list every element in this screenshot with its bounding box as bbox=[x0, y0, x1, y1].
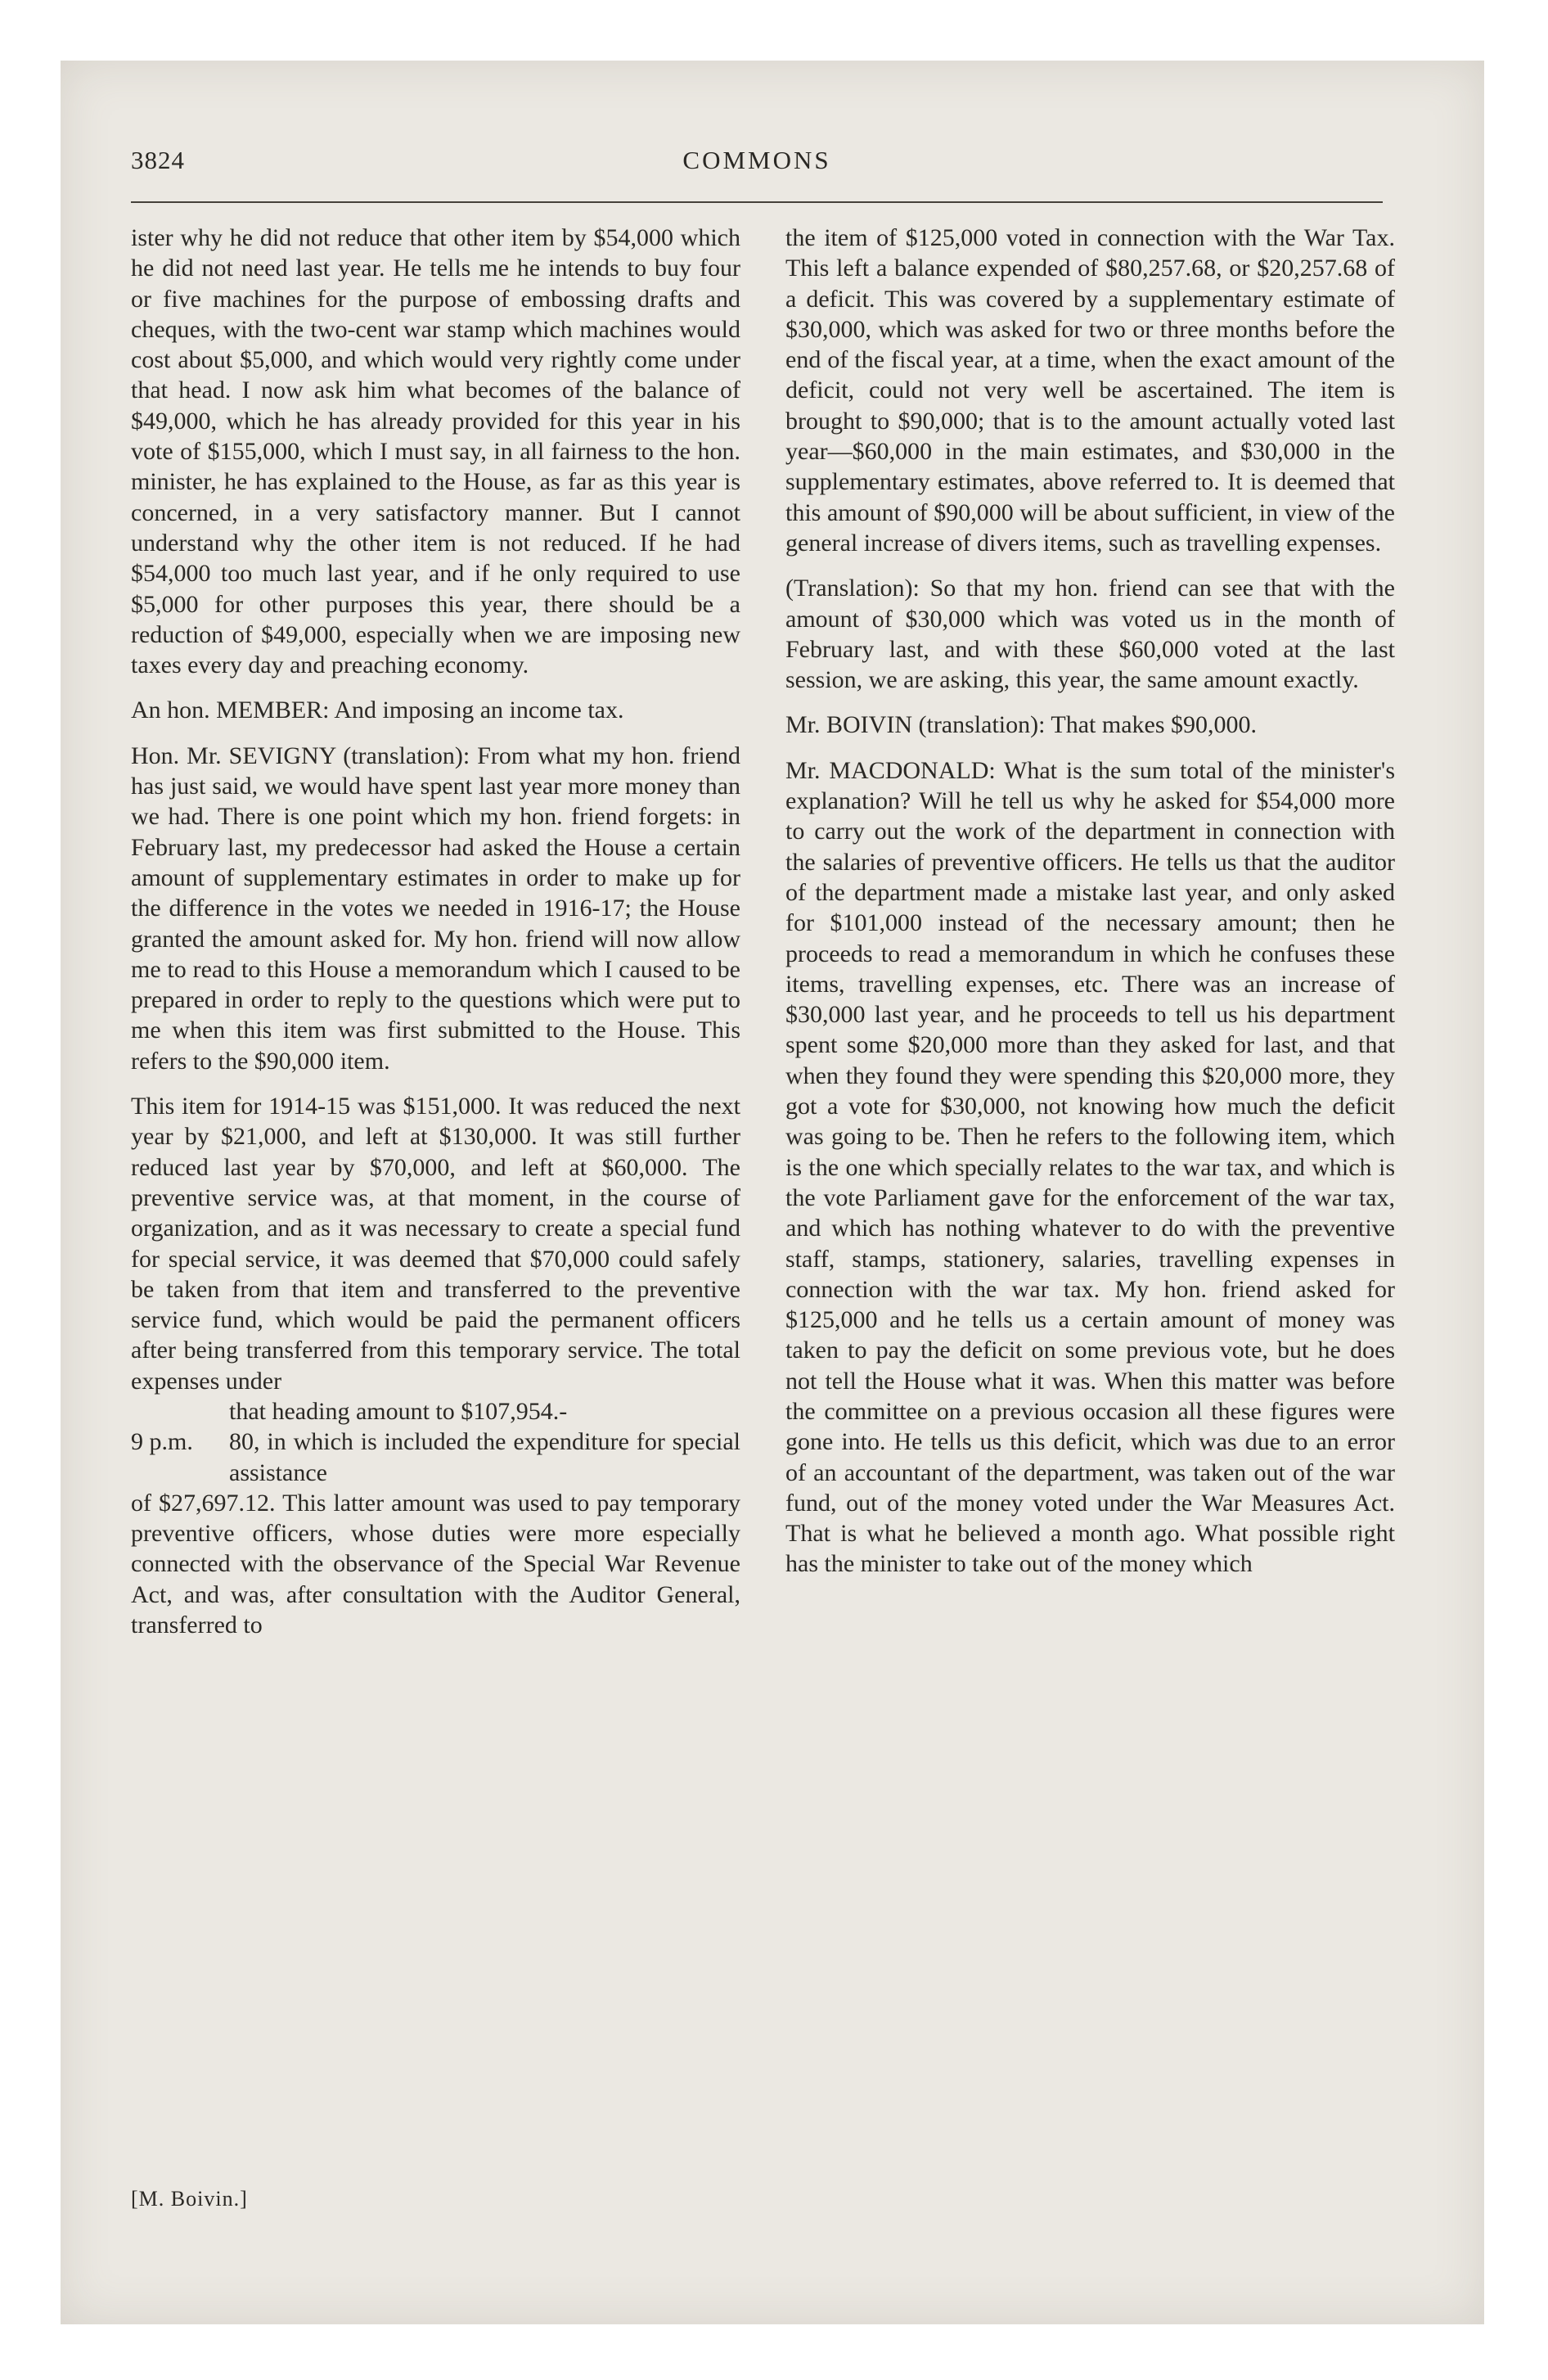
paragraph: An hon. MEMBER: And imposing an income tax. bbox=[131, 696, 624, 724]
paragraph: Mr. MACDONALD: What is the sum total of the minister's explanation? Will he tell us why he asked for $54,000 more to carry out the work of the department in connection with the salaries of preventive officers. He tells us that the auditor of the department made a mistake last year, and only asked for $101,000 instead of the necessary amount; then he proceeds to read a memorandum in which he confuses these items, travelling expenses, etc. There was an increase of $30,000 last year, and he proceeds to tell us his department spent some $20,000 more than they asked for last, and that when they found they were spending this $20,000 more, they got a vote for $30,000, not knowing how much the deficit was going to be. Then he refers to the following item, which is the one which specially relates to the war tax, and which is the vote Parliament gave for the enforcement of the war tax, and which has nothing whatever to do with the preventive staff, stamps, stationery, salaries, travelling expenses in connection with the war tax. My hon. friend asked for $125,000 and he tells us a certain amount of money was taken to pay the deficit on some previous vote, but he does not tell the House what it was. When this matter was before the committee on a previous occasion all these figures were gone into. He tells us this deficit, which was due to an error of an accountant of the department, was taken out of the war fund, out of the money voted under the War Measures Act. That is what he believed a month ago. What possible right has the minister to take out of the money which bbox=[785, 756, 1395, 1578]
paragraph: Hon. Mr. SEVIGNY (translation): From what my hon. friend has just said, we would have spent last year more money than we had. There is one point which my hon. friend forgets: in February last, my predecessor had asked the House a certain amount of supplementary estimates in order to make up for the difference in the votes we needed in 1916-17; the House granted the amount asked for. My hon. friend will now allow me to read to this House a memorandum which I caused to be prepared in order to reply to the questions which were put to me when this item was first submitted to the House. This refers to the $90,000 item. bbox=[131, 741, 740, 1075]
time-marker: 9 p.m. bbox=[131, 1428, 193, 1456]
paragraph-line: 80, in which is included the expenditure for special assistance bbox=[229, 1428, 740, 1486]
header-rule bbox=[131, 201, 1383, 203]
running-title: COMMONS bbox=[682, 146, 831, 174]
paragraph-line: that heading amount to $107,954.- bbox=[229, 1397, 568, 1425]
paragraph: Mr. BOIVIN (translation): That makes $90,000. bbox=[785, 711, 1258, 739]
paragraph: the item of $125,000 voted in connection with the War Tax. This left a balance expended of $80,257.68, or $20,257.68 of a deficit. This was covered by a supplementary estimate of $30,000, which was asked for two or three months before the end of the fiscal year, at a time, when the exact amount of the deficit, could not very well be ascertained. The item is brought to $90,000; that is to the amount actually voted last year—$60,000 in the main estimates, and $30,000 in the supplementary estimates, above referred to. It is deemed that this amount of $90,000 will be about sufficient, in view of the general increase of divers items, such as travelling expenses. bbox=[785, 224, 1395, 557]
left-column bbox=[131, 223, 740, 2170]
paragraph: of $27,697.12. This latter amount was used to pay temporary preventive officers, whose duties were more especially connected with the observance of the Special War Revenue Act, and was, after consultation with the Auditor General, transferred to bbox=[131, 1489, 740, 1639]
speaker-footer: [M. Boivin.] bbox=[131, 2187, 248, 2211]
right-column bbox=[785, 223, 1395, 2170]
page-header bbox=[131, 146, 1383, 182]
page-number: 3824 bbox=[131, 146, 185, 174]
time-marker-block bbox=[131, 1396, 740, 1427]
paragraph: This item for 1914-15 was $151,000. It was reduced the next year by $21,000, and left at $130,000. It was still further reduced last year by $70,000, and left at $60,000. The preventive service was, at that moment, in the course of organization, and as it was necessary to create a special fund for special service, it was deemed that $70,000 could safely be taken from that item and transferred to the preventive service fund, which would be paid the permanent officers after being transferred from this temporary service. The total expenses under bbox=[131, 1093, 740, 1395]
paragraph: (Translation): So that my hon. friend can see that with the amount of $30,000 which was voted us in the month of February last, and with these $60,000 voted at the last session, we are asking, this year, the same amount exactly. bbox=[785, 575, 1395, 694]
time-marker-block bbox=[131, 1427, 740, 1488]
paragraph: ister why he did not reduce that other item by $54,000 which he did not need last year. He tells me he intends to buy four or five machines for the purpose of embossing drafts and cheques, with the two-cent war stamp which machines would cost about $5,000, and which would very rightly come under that head. I now ask him what becomes of the balance of $49,000, which he has already provided for this year in his vote of $155,000, which I must say, in all fairness to the hon. minister, he has explained to the House, as far as this year is concerned, in a very satisfactory manner. But I cannot understand why the other item is not reduced. If he had $54,000 too much last year, and if he only required to use $5,000 for other purposes this year, there should be a reduction of $49,000, especially when we are imposing new taxes every day and preaching economy. bbox=[131, 224, 740, 679]
